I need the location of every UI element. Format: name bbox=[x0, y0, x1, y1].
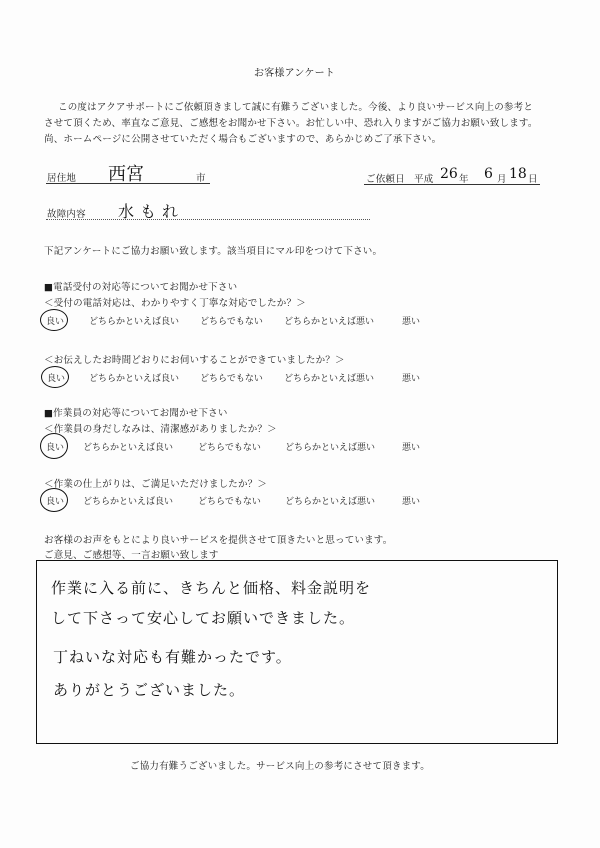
question-text: ＜受付の電話対応は、わかりやすく丁寧な対応でしたか？＞ bbox=[44, 298, 306, 309]
option-good[interactable]: 良い bbox=[46, 443, 65, 453]
option-somewhat-good[interactable]: どちらかといえば良い bbox=[89, 317, 180, 327]
section-heading: ■電話受付の対応等についてお聞かせ下さい bbox=[44, 282, 238, 293]
residence-label: 居住地 bbox=[47, 173, 77, 184]
option-neutral[interactable]: どちらでもない bbox=[200, 317, 263, 327]
request-date-era: 平成 bbox=[414, 174, 434, 185]
comment-line-4: ありがとうございました。 bbox=[53, 681, 246, 699]
request-date-year: 26 bbox=[440, 166, 458, 182]
feedback-intro-line-2: ご意見、ご感想等、一言お願い致します bbox=[44, 550, 219, 561]
option-somewhat-bad[interactable]: どちらかといえば悪い bbox=[284, 317, 375, 327]
option-somewhat-good[interactable]: どちらかといえば良い bbox=[83, 497, 174, 507]
intro-line-1: この度はアクアサポートにご依頼頂きまして誠に有難うございました。今後、より良いサービス向上の参考と bbox=[58, 102, 534, 113]
request-date-month: 6 bbox=[484, 166, 493, 182]
intro-line-2: させて頂くため、率直なご意見、ご感想をお聞かせ下さい。お忙しい中、恐れ入りますがご協力お願い致します。 bbox=[44, 118, 538, 129]
option-neutral[interactable]: どちらでもない bbox=[198, 443, 261, 453]
comment-box[interactable] bbox=[36, 560, 558, 744]
request-date-day: 18 bbox=[509, 166, 527, 182]
fault-underline bbox=[46, 219, 370, 220]
request-date-label: ご依頼日 bbox=[366, 174, 405, 185]
option-good[interactable]: 良い bbox=[46, 497, 65, 507]
option-good[interactable]: 良い bbox=[47, 374, 66, 384]
comment-line-2: して下さって安心してお願いできました。 bbox=[51, 609, 356, 627]
intro-line-3: 尚、ホームページに公開させていただく場合もございますので、あらかじめご了承下さい。 bbox=[44, 134, 442, 145]
option-bad[interactable]: 悪い bbox=[402, 443, 421, 453]
option-neutral[interactable]: どちらでもない bbox=[200, 374, 263, 384]
question-text: ＜作業員の身だしなみは、清潔感がありましたか？＞ bbox=[44, 424, 277, 435]
option-somewhat-good[interactable]: どちらかといえば良い bbox=[83, 443, 174, 453]
survey-instruction: 下記アンケートにご協力お願い致します。該当項目にマル印をつけて下さい。 bbox=[44, 246, 383, 257]
request-date-underline bbox=[364, 184, 540, 185]
option-bad[interactable]: 悪い bbox=[402, 497, 421, 507]
option-neutral[interactable]: どちらでもない bbox=[198, 497, 261, 507]
option-somewhat-bad[interactable]: どちらかといえば悪い bbox=[285, 497, 376, 507]
page-title: お客様アンケート bbox=[254, 68, 335, 79]
option-somewhat-bad[interactable]: どちらかといえば悪い bbox=[284, 374, 375, 384]
request-date-year-unit: 年 bbox=[459, 174, 469, 185]
residence-underline bbox=[46, 183, 210, 184]
option-bad[interactable]: 悪い bbox=[402, 317, 421, 327]
comment-line-1: 作業に入る前に、きちんと価格、料金説明を bbox=[51, 579, 372, 597]
option-somewhat-good[interactable]: どちらかといえば良い bbox=[89, 374, 180, 384]
question-text: ＜お伝えしたお時間どおりにお伺いすることができていましたか？＞ bbox=[44, 355, 345, 366]
question-text: ＜作業の仕上がりは、ご満足いただけましたか？＞ bbox=[44, 479, 268, 490]
request-date-month-unit: 月 bbox=[497, 174, 507, 185]
option-good[interactable]: 良い bbox=[46, 317, 65, 327]
option-bad[interactable]: 悪い bbox=[402, 374, 421, 384]
option-somewhat-bad[interactable]: どちらかといえば悪い bbox=[285, 443, 376, 453]
feedback-intro-line-1: お客様のお声をもとにより良いサービスを提供させて頂きたいと思っています。 bbox=[44, 535, 393, 546]
residence-suffix: 市 bbox=[196, 173, 206, 184]
comment-line-3: 丁ねいな対応も有難かったです。 bbox=[53, 648, 292, 666]
residence-value: 西宮 bbox=[108, 164, 144, 185]
fault-label: 故障内容 bbox=[47, 209, 86, 220]
closing-message: ご協力有難うございました。サービス向上の参考にさせて頂きます。 bbox=[130, 761, 430, 772]
fault-value: 水もれ bbox=[118, 202, 185, 221]
section-heading: ■作業員の対応等についてお聞かせ下さい bbox=[44, 408, 228, 419]
request-date-day-unit: 日 bbox=[528, 174, 538, 185]
